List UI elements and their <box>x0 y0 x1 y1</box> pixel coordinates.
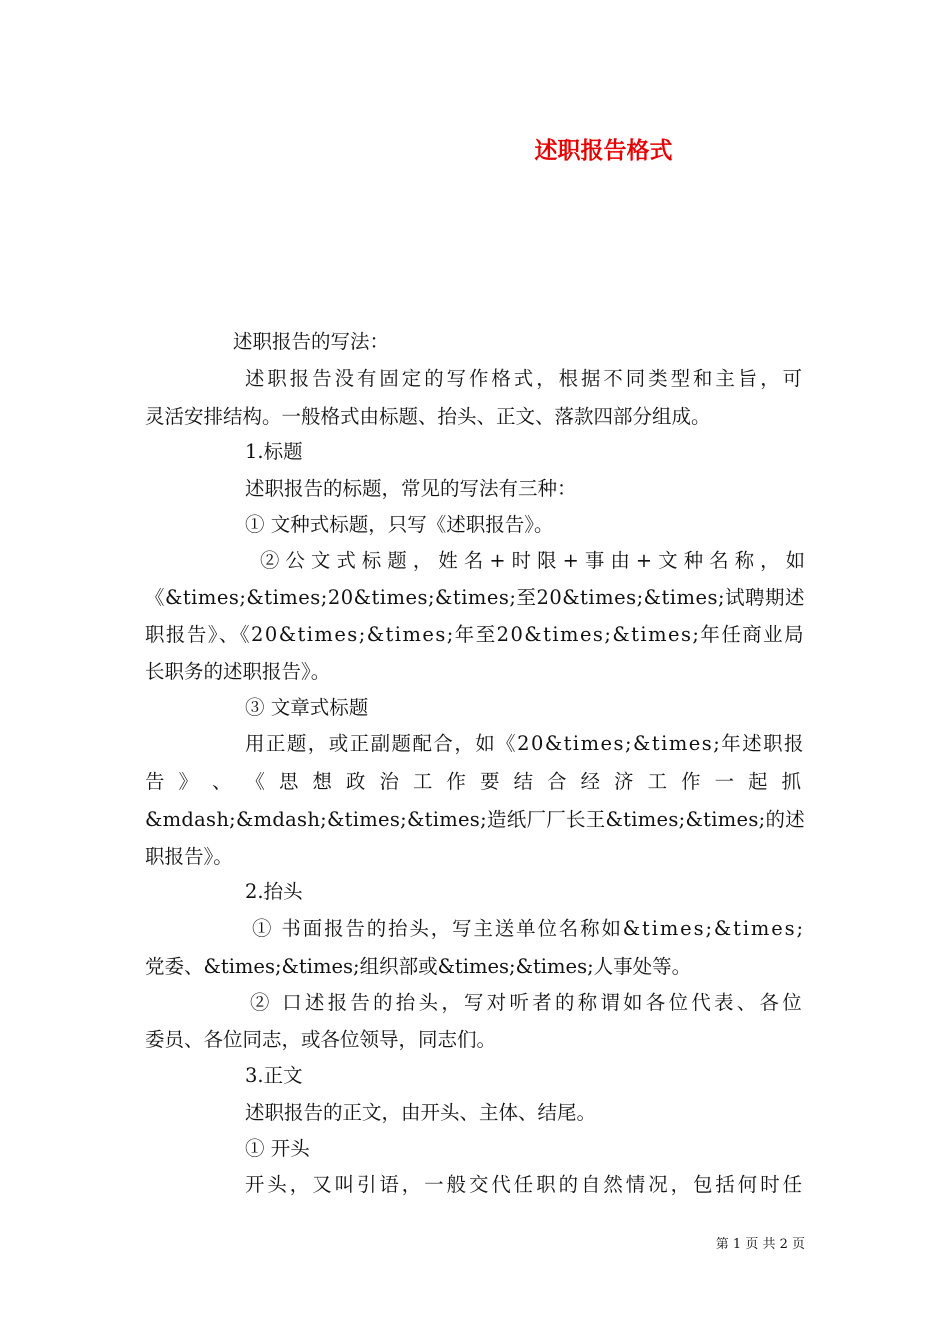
paragraph-line: 告 》 、 《 思 想 政 治 工 作 要 结 合 经 济 工 作 一 起 抓 <box>145 770 805 793</box>
paragraph-line: ① 文种式标题，只写《述职报告》。 <box>245 513 554 536</box>
paragraph-line: 述职报告的写法： <box>233 330 390 353</box>
document-title: 述职报告格式 <box>534 137 673 164</box>
paragraph-line: 述职报告没有固定的写作格式，根据不同类型和主旨，可 <box>245 367 805 390</box>
section-heading: 3.正文 <box>245 1064 303 1087</box>
paragraph-line: ① 开头 <box>245 1137 310 1160</box>
paragraph-line: 开头，又叫引语，一般交代任职的自然情况，包括何时任 <box>245 1173 805 1196</box>
paragraph-line: 委员、各位同志，或各位领导，同志们。 <box>145 1028 497 1051</box>
paragraph-line: 述职报告的标题，常见的写法有三种： <box>245 477 577 500</box>
paragraph-line: ① 书面报告的抬头，写主送单位名称如&times;&times; <box>252 917 805 940</box>
paragraph-line: ② 口述报告的抬头，写对听者的称谓如各位代表、各位 <box>250 991 805 1014</box>
paragraph-line: &mdash;&mdash;&times;&times;造纸厂厂长王&times;&times;的述 <box>145 808 805 831</box>
paragraph-line: 用正题，或正副题配合，如《20&times;&times;年述职报 <box>245 732 805 755</box>
paragraph-line: 灵活安排结构。一般格式由标题、抬头、正文、落款四部分组成。 <box>145 405 711 428</box>
paragraph-line: 党委、&times;&times;组织部或&times;&times;人事处等。 <box>145 955 692 978</box>
paragraph-line: 述职报告的正文，由开头、主体、结尾。 <box>245 1101 597 1124</box>
section-heading: 1.标题 <box>245 440 303 463</box>
paragraph-line: ② 公 文 式 标 题 ， 姓 名 + 时 限 + 事 由 + 文 种 名 称 ， 如 <box>260 549 805 572</box>
paragraph-line: ③ 文章式标题 <box>245 696 369 719</box>
section-heading: 2.抬头 <box>245 880 303 903</box>
paragraph-line: 长职务的述职报告》。 <box>145 660 331 683</box>
paragraph-line: 职报告》。 <box>145 845 233 868</box>
page-footer: 第 1 页 共 2 页 <box>715 1237 805 1252</box>
paragraph-line: 职报告》、《20&times;&times;年至20&times;&times;年任商业局 <box>145 623 805 646</box>
paragraph-line: 《&times;&times;20&times;&times;至20&times;&times;试聘期述 <box>145 586 805 609</box>
